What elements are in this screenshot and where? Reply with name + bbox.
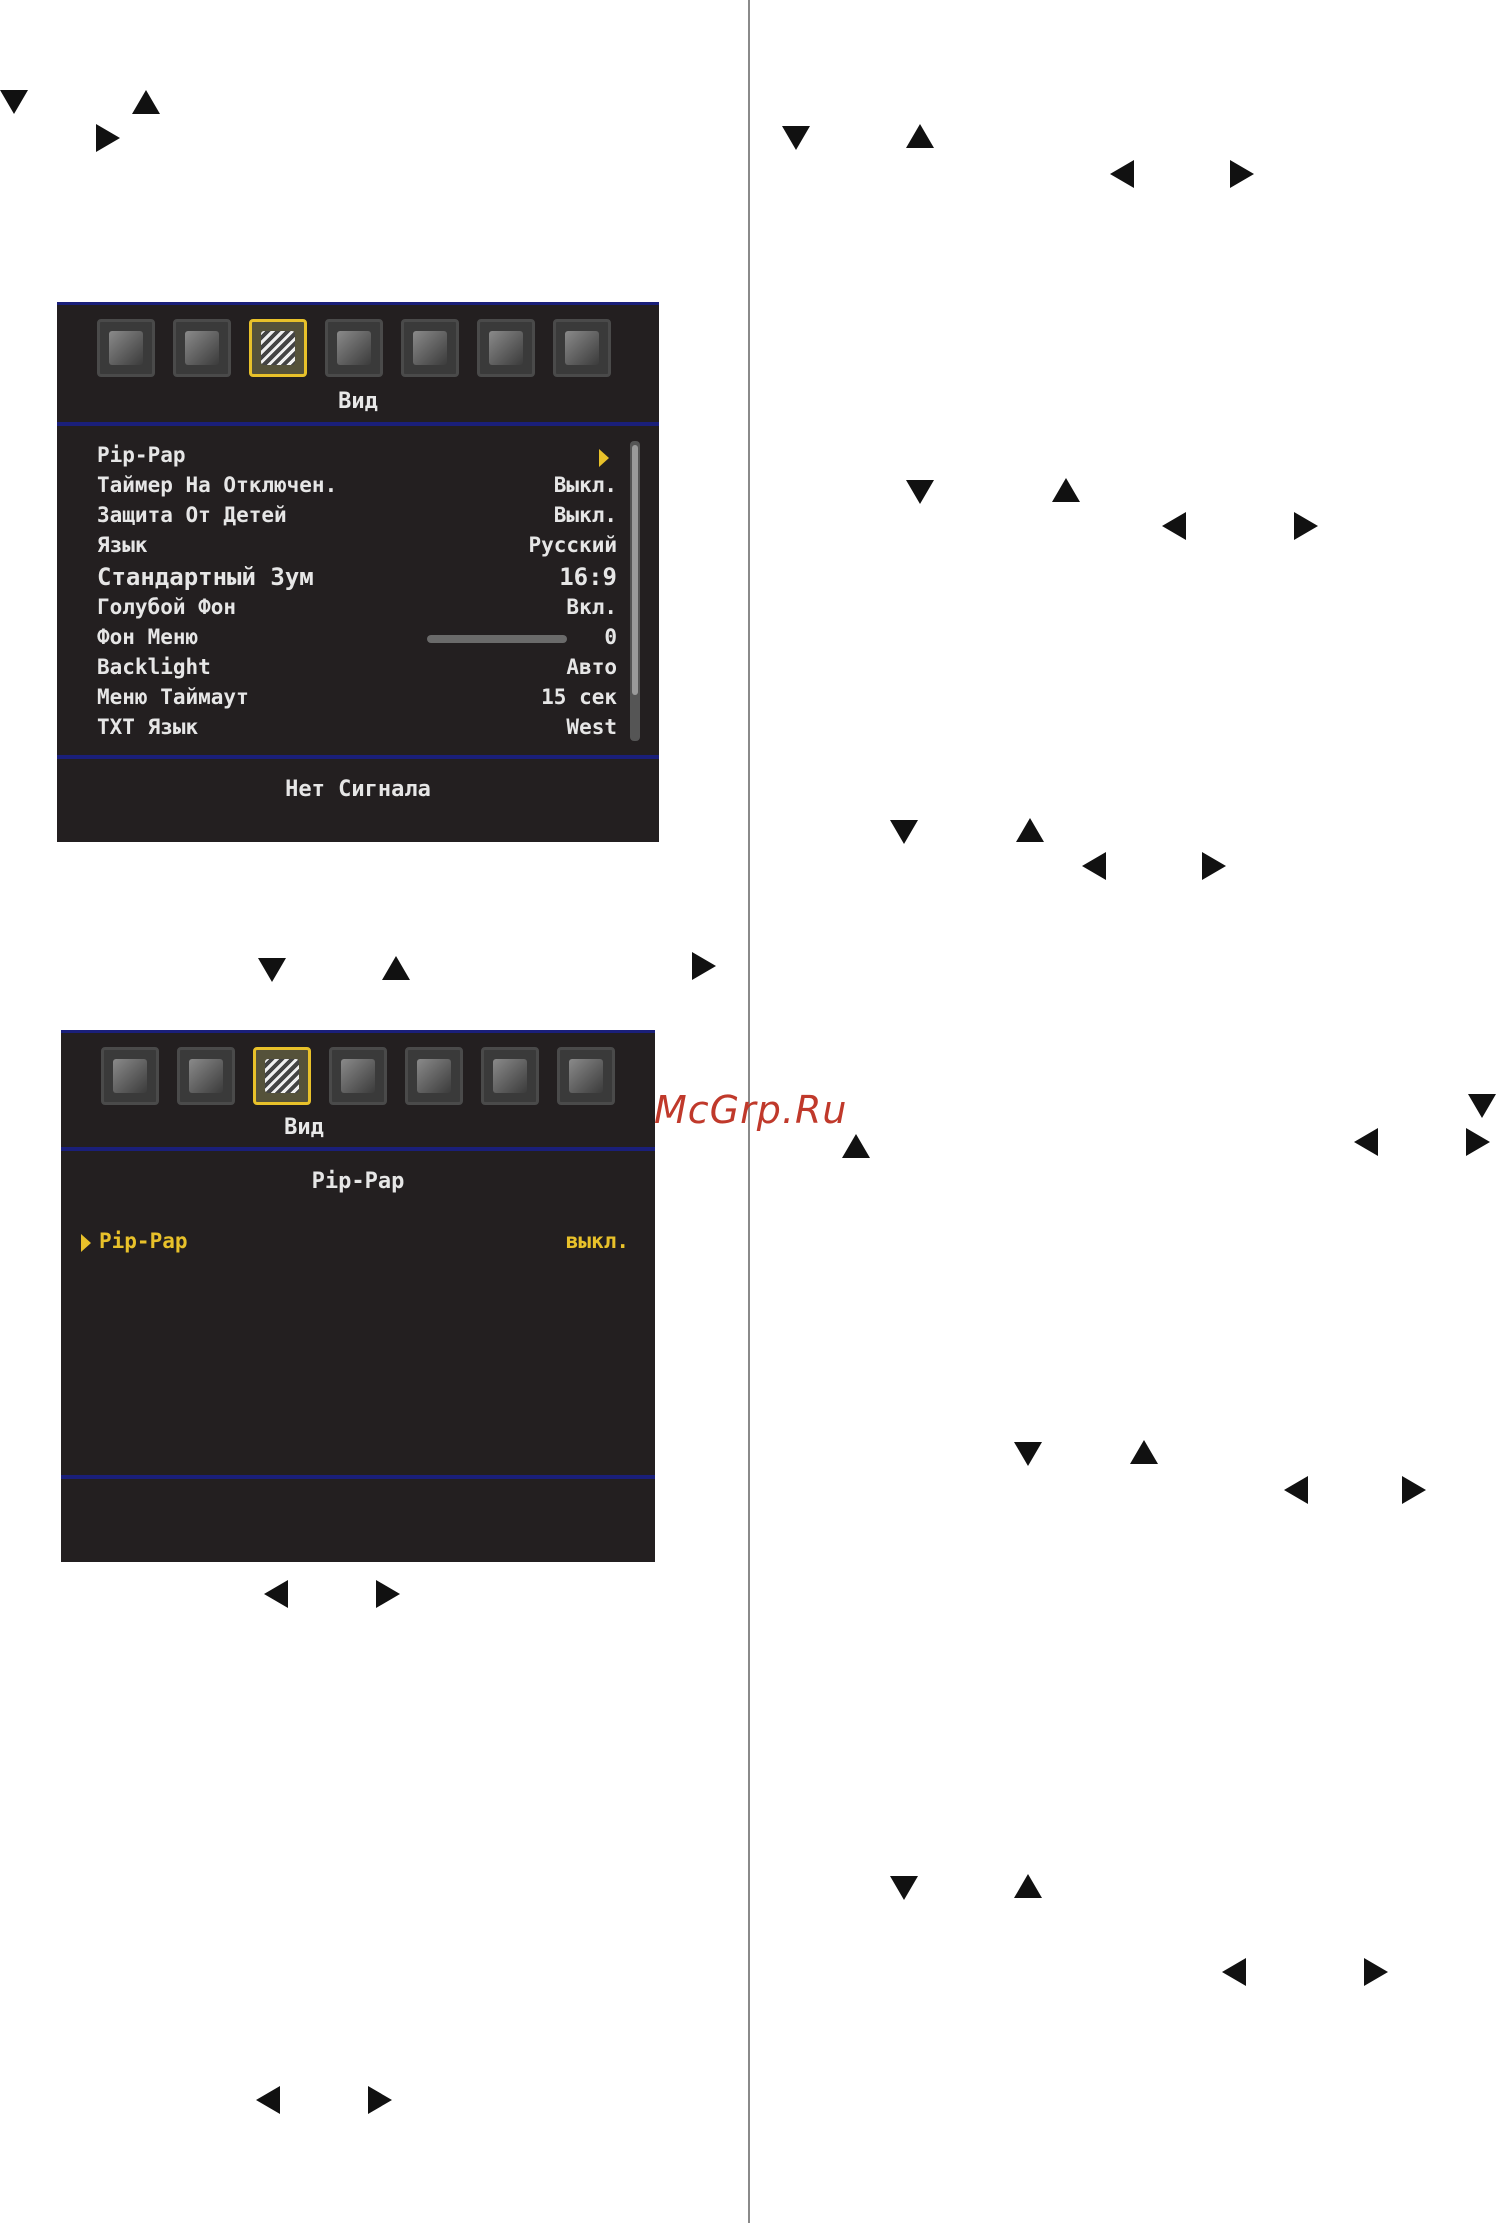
- menu-item-backlight[interactable]: Backlight Авто: [97, 655, 617, 679]
- left-arrow-icon: [256, 2086, 280, 2114]
- menu-item-menu-background[interactable]: Фон Меню 0: [97, 625, 617, 649]
- watermark: McGrp.Ru: [654, 1088, 848, 1132]
- left-arrow-icon: [1284, 1476, 1308, 1504]
- up-arrow-icon: [1016, 818, 1044, 842]
- footer-divider: [57, 755, 659, 759]
- down-arrow-icon: [782, 126, 810, 150]
- right-arrow-icon: [1230, 160, 1254, 188]
- footer-divider: [61, 1475, 655, 1479]
- menu-tab-icons: [97, 319, 627, 383]
- up-arrow-icon: [382, 956, 410, 980]
- sound-icon[interactable]: [177, 1047, 235, 1105]
- no-signal-status: Нет Сигнала: [285, 777, 431, 802]
- menu-item-menu-timeout[interactable]: Меню Таймаут 15 сек: [97, 685, 617, 709]
- tab-title: Вид: [338, 389, 378, 414]
- menu-item-default-zoom[interactable]: Стандартный Зум 16:9: [97, 563, 617, 591]
- osd-menu-pip-pap: [61, 1030, 655, 1562]
- header-divider: [57, 422, 659, 426]
- up-arrow-icon: [1052, 478, 1080, 502]
- picture-icon[interactable]: [97, 319, 155, 377]
- menu-item-child-lock[interactable]: Защита От Детей Выкл.: [97, 503, 617, 527]
- up-arrow-icon: [132, 90, 160, 114]
- source-icon[interactable]: [405, 1047, 463, 1105]
- settings-icon[interactable]: [329, 1047, 387, 1105]
- picture-icon[interactable]: [101, 1047, 159, 1105]
- media-icon[interactable]: [553, 319, 611, 377]
- up-arrow-icon: [1130, 1440, 1158, 1464]
- down-arrow-icon: [258, 958, 286, 982]
- feature-icon[interactable]: [249, 319, 307, 377]
- right-arrow-icon: [96, 124, 120, 152]
- left-arrow-icon: [1162, 512, 1186, 540]
- right-arrow-icon: [376, 1580, 400, 1608]
- down-arrow-icon: [0, 90, 28, 114]
- menu-item-txt-language[interactable]: TXT Язык West: [97, 715, 617, 739]
- up-arrow-icon: [842, 1134, 870, 1158]
- right-arrow-icon: [1402, 1476, 1426, 1504]
- right-arrow-icon: [1202, 852, 1226, 880]
- submenu-title: Pip-Pap: [311, 1169, 405, 1194]
- menu-item-pip-pap-selected[interactable]: Pip-Pap выкл.: [81, 1229, 629, 1259]
- source-icon[interactable]: [401, 319, 459, 377]
- down-arrow-icon: [1468, 1094, 1496, 1118]
- osd-menu-view: [57, 302, 659, 842]
- down-arrow-icon: [890, 1876, 918, 1900]
- submenu-arrow-icon: [599, 449, 609, 467]
- sound-icon[interactable]: [173, 319, 231, 377]
- left-arrow-icon: [1082, 852, 1106, 880]
- right-arrow-icon: [1294, 512, 1318, 540]
- menu-background-slider[interactable]: [427, 635, 567, 643]
- left-arrow-icon: [1222, 1958, 1246, 1986]
- selection-pointer-icon: [81, 1234, 91, 1252]
- left-arrow-icon: [264, 1580, 288, 1608]
- feature-icon[interactable]: [253, 1047, 311, 1105]
- up-arrow-icon: [906, 124, 934, 148]
- menu-scrollbar[interactable]: [630, 441, 640, 741]
- media-icon[interactable]: [557, 1047, 615, 1105]
- left-arrow-icon: [1110, 160, 1134, 188]
- right-arrow-icon: [692, 952, 716, 980]
- right-arrow-icon: [1364, 1958, 1388, 1986]
- down-arrow-icon: [1014, 1442, 1042, 1466]
- menu-tab-icons: [101, 1047, 631, 1111]
- left-arrow-icon: [1354, 1128, 1378, 1156]
- right-arrow-icon: [1466, 1128, 1490, 1156]
- up-arrow-icon: [1014, 1874, 1042, 1898]
- install-icon[interactable]: [481, 1047, 539, 1105]
- down-arrow-icon: [890, 820, 918, 844]
- tab-title: Вид: [284, 1115, 324, 1140]
- header-divider: [61, 1147, 655, 1151]
- menu-item-sleep-timer[interactable]: Таймер На Отключен. Выкл.: [97, 473, 617, 497]
- right-arrow-icon: [368, 2086, 392, 2114]
- menu-item-language[interactable]: Язык Русский: [97, 533, 617, 557]
- settings-icon[interactable]: [325, 319, 383, 377]
- install-icon[interactable]: [477, 319, 535, 377]
- menu-item-blue-background[interactable]: Голубой Фон Вкл.: [97, 595, 617, 619]
- menu-item-pip-pap[interactable]: Pip-Pap: [97, 443, 617, 473]
- down-arrow-icon: [906, 480, 934, 504]
